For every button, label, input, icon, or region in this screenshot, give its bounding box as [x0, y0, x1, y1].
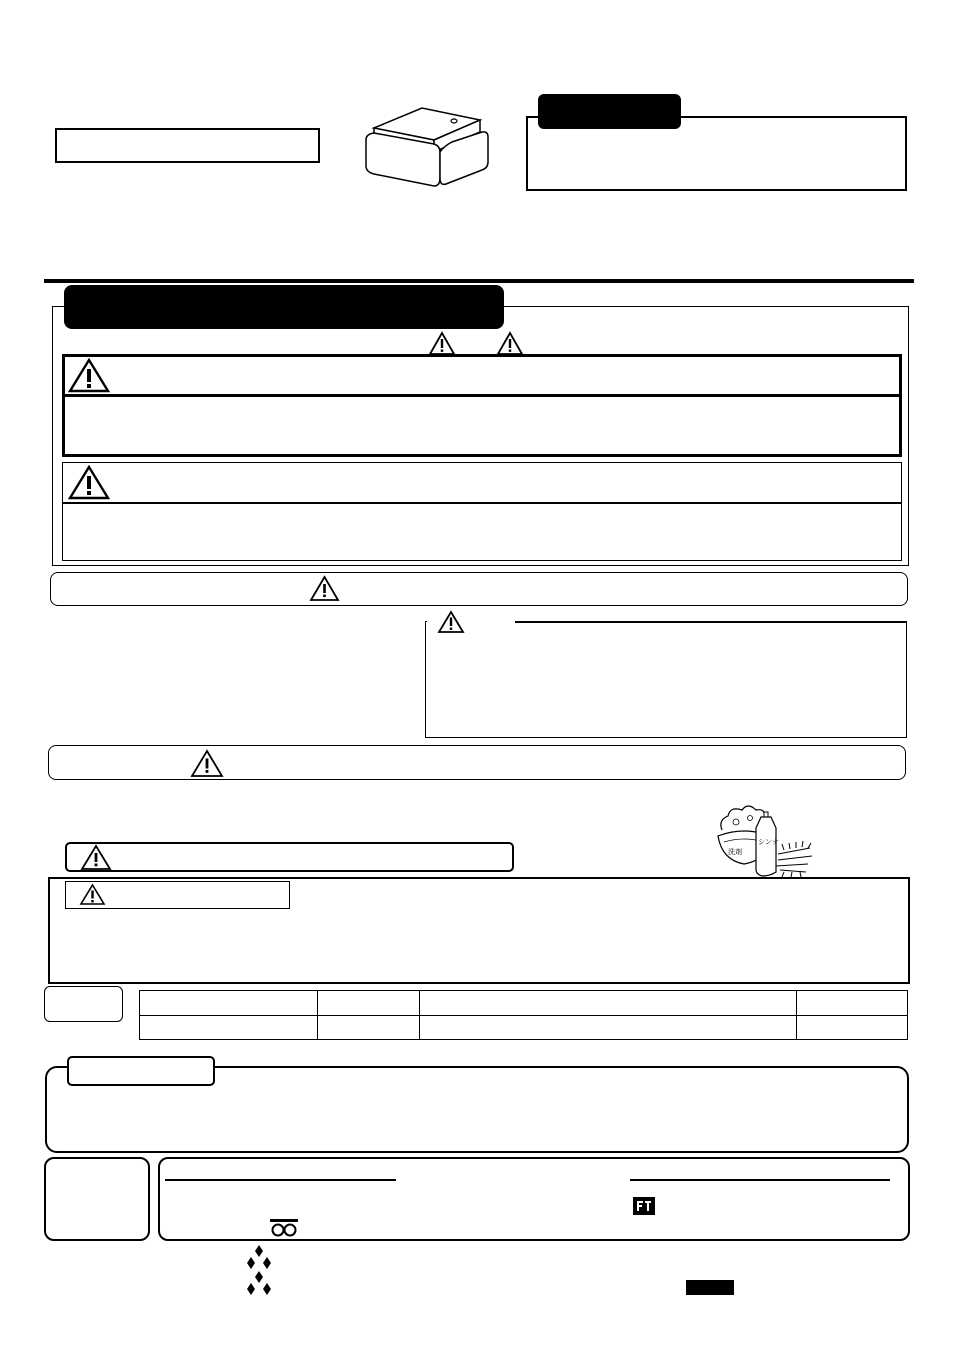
maintenance-warning-header: [65, 842, 514, 872]
warning-icon: [437, 610, 465, 634]
code-mark: [686, 1280, 734, 1295]
warning-icon: [496, 331, 524, 356]
request-box-tab: [67, 1056, 215, 1086]
spec-table: [139, 990, 908, 1040]
contact-heading-underline-left: [165, 1179, 396, 1181]
freedial-icon: [268, 1217, 300, 1237]
notice-box-tab: [538, 94, 681, 129]
installation-warning-header: [50, 572, 908, 606]
caution-level-box: [62, 462, 902, 561]
cleaning-supplies-illustration: [714, 800, 814, 878]
three-diamond-logo: [245, 1245, 273, 1269]
spec-label-box: [44, 986, 123, 1022]
warning-icon: [79, 883, 106, 906]
table-cell: [140, 991, 318, 1016]
caution-note-box: [425, 621, 907, 738]
table-cell: [318, 991, 420, 1016]
warning-icon: [428, 331, 456, 356]
table-row: [140, 1015, 908, 1040]
caution-level-header-divider: [62, 502, 902, 504]
table-cell: [318, 1015, 420, 1040]
warning-icon: [68, 465, 110, 500]
safety-section-title-tab: [64, 285, 504, 329]
warning-icon: [80, 844, 112, 871]
ceiling-light-fixture-illustration: [360, 104, 492, 192]
contact-label-box: [44, 1157, 150, 1241]
table-cell: [797, 991, 908, 1016]
table-cell: [420, 991, 797, 1016]
section-divider: [44, 279, 914, 283]
svg-text:洗剤: 洗剤: [728, 848, 742, 856]
table-cell: [797, 1015, 908, 1040]
contact-heading-underline-right: [630, 1179, 890, 1181]
warning-level-header-divider: [62, 394, 902, 397]
usage-warning-header: [48, 745, 906, 780]
model-number-box: [55, 128, 320, 163]
caution-note-tab-underline: [515, 621, 907, 623]
warning-icon: [309, 575, 340, 602]
table-cell: [140, 1015, 318, 1040]
warning-icon: [190, 749, 224, 778]
table-row: [140, 991, 908, 1016]
fax-icon: [633, 1197, 655, 1215]
table-cell: [420, 1015, 797, 1040]
svg-text:シンナ: シンナ: [758, 838, 779, 846]
three-diamond-logo: [245, 1271, 273, 1295]
warning-icon: [68, 358, 110, 393]
warning-level-box: [62, 354, 902, 457]
